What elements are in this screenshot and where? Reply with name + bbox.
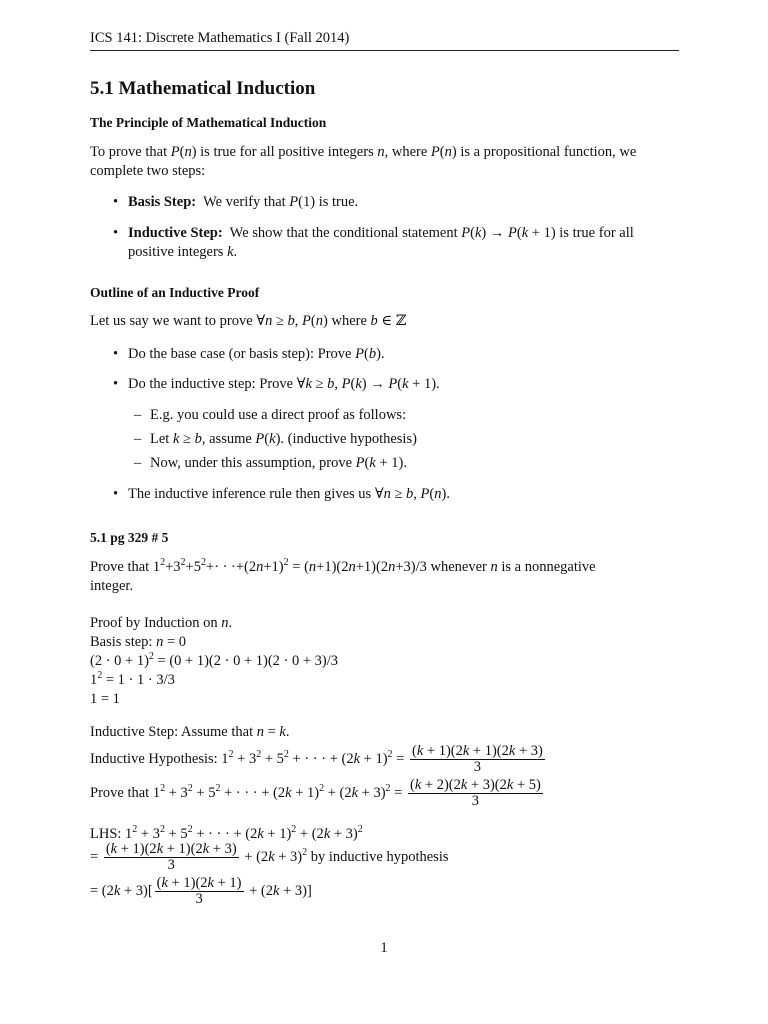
- basis-eq-2: $1^2 = 1 \cdot 1 \cdot 3/3$: [90, 670, 175, 688]
- basis-eq-3: 1 = 1: [90, 691, 120, 707]
- basis-eq-1: $(2 \cdot 0 + 1)^2 = (0 + 1)(2 \cdot 0 + 1)(2 \cdot 0 + 3)/3$: [90, 651, 339, 669]
- outline-intro: Let us say we want to prove ∀n ≥ b, P(n) where b ∈ ℤ: [90, 313, 407, 329]
- outline-heading: Outline of an Inductive Proof: [90, 285, 260, 300]
- header-rule: [90, 50, 679, 51]
- inductive-step-item: • Inductive Step: We show that the conditional statement P(k) → P(k + 1) is true for all positive integers k.: [110, 224, 680, 262]
- outline-item-inference: • The inductive inference rule then gives us ∀n ≥ b, P(n).: [110, 485, 680, 504]
- principle-heading: The Principle of Mathematical Induction: [90, 115, 327, 130]
- principle-intro: To prove that P(n) is true for all positive integers n, where P(n) is a propositional function, we complete two steps:: [90, 144, 637, 179]
- running-header: ICS 141: Discrete Mathematics I (Fall 2014): [90, 30, 350, 46]
- basis-step-item: • Basis Step: We verify that P(1) is true.: [110, 193, 680, 212]
- inductive-hypothesis: Inductive Hypothesis: $1^2 + 3^2 + 5^2$ + · · · + $(2k + 1)^2$ = $\frac{(k + 1)(2k + 1)(2k + 3)}{3}$: [90, 743, 543, 775]
- section-title: 5.1 Mathematical Induction: [90, 78, 316, 99]
- inductive-step-assume: Inductive Step: Assume that n = k.: [90, 724, 290, 740]
- outline-subitems: [130, 406, 680, 473]
- problem-heading: 5.1 pg 329 # 5: [90, 530, 169, 545]
- prove-that-target: Prove that $1^2 + 3^2 + 5^2$ + · · · + $(2k + 1)^2 + (2k + 3)^2$ = $\frac{(k + 2)(2k + 3)(2k + 5)}{3}$: [90, 777, 541, 809]
- subitem-assume: – Let k ≥ b, assume P(k). (inductive hypothesis): [130, 430, 680, 449]
- outline-item-inductive: • Do the inductive step: Prove ∀k ≥ b, P(k) → P(k + 1).: [110, 375, 680, 394]
- outline-steps: [110, 345, 680, 504]
- subitem-direct-proof: – E.g. you could use a direct proof as follows:: [130, 406, 680, 425]
- proof-by-induction: Proof by Induction on n.: [90, 615, 233, 631]
- basis-step-line: Basis step: n = 0: [90, 634, 186, 650]
- subitem-prove: – Now, under this assumption, prove P(k + 1).: [130, 454, 680, 473]
- principle-steps: [110, 193, 680, 262]
- lhs-step-2: = (2k + 3)[ $\frac{(k + 1)(2k + 1)}{3}$ + (2k + 3)]: [90, 875, 312, 907]
- outline-item-base: • Do the base case (or basis step): Prove P(b).: [110, 345, 680, 364]
- problem-statement: Prove that $1^2+3^2+5^2+\cdot \cdot \cdot+(2n+1)^2 = (n+1)(2n+1)(2n+3)/3$ whenever n is a nonnegative integer.: [90, 557, 596, 594]
- lhs-step-1: = $\frac{(k + 1)(2k + 1)(2k + 3)}{3}$ + $(2k + 3)^2$ by inductive hypothesis: [90, 841, 449, 873]
- page-number: 1: [380, 940, 388, 956]
- lhs-line: LHS: $1^2 + 3^2 + 5^2$ + · · · + $(2k + 1)^2 + (2k + 3)^2$: [90, 824, 363, 842]
- basis-proof: [90, 614, 680, 709]
